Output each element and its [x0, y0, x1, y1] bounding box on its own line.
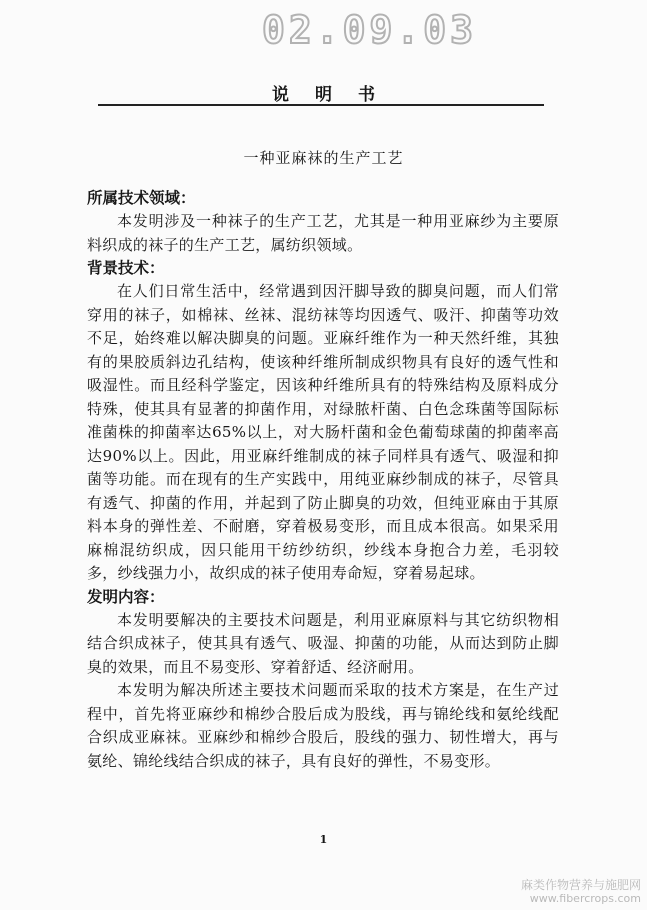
- watermark-text: 麻类作物营养与施肥网: [520, 878, 641, 892]
- section-technical-field: [87, 187, 559, 257]
- section-background: [87, 257, 559, 586]
- page-number: 1: [319, 833, 328, 846]
- section-summary: [87, 586, 559, 774]
- paragraph: 本发明要解决的主要技术问题是，利用亚麻原料与其它纺织物相结合织成袜子，使其具有透气、吸湿、抑菌的功能，从而达到防止脚臭的效果，而且不易变形、穿着舒适、经济耐用。: [87, 610, 559, 676]
- header-rule: [98, 104, 544, 106]
- header-title: 说明书: [272, 85, 401, 105]
- invention-title: 一种亚麻袜的生产工艺: [243, 149, 404, 167]
- paragraph: 本发明涉及一种袜子的生产工艺，尤其是一种用亚麻纱为主要原料织成的袜子的生产工艺，属纺织领域。: [87, 212, 559, 254]
- section-heading: 背景技术：: [87, 259, 165, 277]
- site-watermark: [521, 878, 641, 906]
- stamp-code: 02.09.03: [262, 8, 478, 52]
- section-heading: 发明内容：: [87, 587, 165, 606]
- watermark-url: www.fibercrops.com: [529, 892, 641, 905]
- paragraph: 本发明为解决所述主要技术问题而采取的技术方案是，在生产过程中，首先将亚麻纱和棉纱合股后成为股线，再与锦纶线和氨纶线配合织成亚麻袜。亚麻纱和棉纱合股后，股线的强力、韧性增大，再与氨纶、锦纶线结合织成的袜子，具有良好的弹性，不易变形。: [87, 681, 559, 770]
- document-body: [87, 187, 559, 773]
- section-heading: 所属技术领域：: [87, 189, 196, 207]
- paragraph: 在人们日常生活中，经常遇到因汗脚导致的脚臭问题，而人们常穿用的袜子，如棉袜、丝袜、混纺袜等均因透气、吸汗、抑菌等功效不足，始终难以解决脚臭的问题。亚麻纤维作为一种天然纤维，其独有的果胶质斜边孔结构，使该种纤维所制成织物具有良好的透气性和吸湿性。而且经科学鉴定，因该种纤维所具有的特殊结构及原料成分特殊，使其具有显著的抑菌作用，对绿脓杆菌、白色念珠菌等国际标准菌株的抑菌率达65%以上，对大肠杆菌和金色葡萄球菌的抑菌率高达90%以上。因此，用亚麻纤维制成的袜子同样具有透气、吸湿和抑菌等功能。而在现有的生产实践中，用纯亚麻纱制成的袜子，尽管具有透气、抑菌的作用，并起到了防止脚臭的功效，但纯亚麻由于其原料本身的弹性差、不耐磨，穿着极易变形，而且成本很高。如果采用麻棉混纺织成，因只能用干纺纱纺织，纱线本身抱合力差，毛羽较多，纱线强力小，故织成的袜子使用寿命短，穿着易起球。: [87, 282, 559, 582]
